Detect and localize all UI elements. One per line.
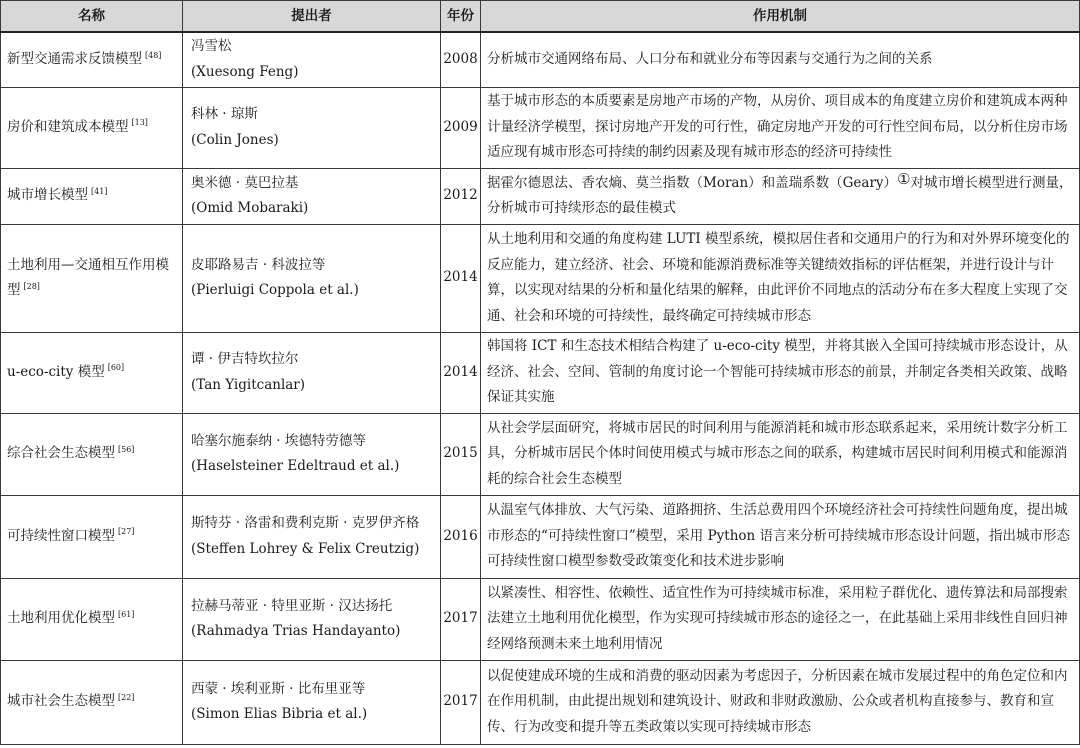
proposer-cell bbox=[183, 32, 441, 87]
proposer-cn: 奥米德 · 莫巴拉基 bbox=[191, 174, 299, 191]
model-name: 城市社会生态模型 bbox=[7, 693, 115, 710]
model-name-cell bbox=[1, 495, 183, 578]
year-cell: 2014 bbox=[441, 332, 481, 413]
proposer-cell bbox=[183, 578, 441, 660]
proposer-en: (Tan Yigitcanlar) bbox=[191, 376, 306, 393]
reference-mark: [48] bbox=[145, 50, 162, 60]
mechanism-cell: 韩国将 ICT 和生态技术相结合构建了 u-eco-city 模型，并将其嵌入全国可持续城市形态设计，从经济、社会、空间、管制的角度讨论一个智能可持续城市形态的前景，并制定各类相关政策、战略保证其实施 bbox=[481, 332, 1080, 413]
table-row bbox=[1, 224, 1080, 332]
proposer-en: (Colin Jones) bbox=[191, 131, 279, 148]
model-name: 城市增长模型 bbox=[7, 187, 88, 204]
reference-mark: [13] bbox=[131, 118, 148, 128]
mechanism-cell: 从土地利用和交通的角度构建 LUTI 模型系统，模拟居住者和交通用户的行为和对外界环境变化的反应能力，建立经济、社会、环境和能源消费标准等关键绩效指标的评估框架，并进行设计与计算，以实现对结果的分析和量化结果的解释，由此评价不同地点的活动分布在多大程度上实现了交通、社会和环境的可持续性，最终确定可持续城市形态 bbox=[481, 224, 1080, 332]
reference-mark: [61] bbox=[118, 609, 135, 619]
proposer-cn: 哈塞尔施泰纳 · 埃德特劳德等 bbox=[191, 432, 366, 449]
model-name-cell bbox=[1, 578, 183, 660]
model-name-cell bbox=[1, 32, 183, 87]
table-row bbox=[1, 413, 1080, 495]
proposer-cell bbox=[183, 495, 441, 578]
proposer-en: (Pierluigi Coppola et al.) bbox=[191, 282, 359, 298]
proposer-en: (Haselsteiner Edeltraud et al.) bbox=[191, 458, 400, 474]
reference-mark: [22] bbox=[118, 692, 135, 702]
model-name-cell bbox=[1, 413, 183, 495]
mechanism-cell: 以促使建成环境的生成和消费的驱动因素为考虑因子，分析因素在城市发展过程中的角色定位和内在作用机制，由此提出规划和建筑设计、财政和非财政激励、公众或者机构直接参与、教育和宣传、行为改变和提升等五类政策以实现可持续城市形态 bbox=[481, 660, 1080, 744]
year-cell: 2009 bbox=[441, 87, 481, 168]
reference-mark: [28] bbox=[23, 281, 40, 291]
proposer-cn: 谭 · 伊吉特坎拉尔 bbox=[191, 351, 299, 367]
reference-mark: [41] bbox=[91, 186, 108, 196]
proposer-cn: 科林 · 琼斯 bbox=[191, 106, 258, 122]
proposer-cell bbox=[183, 168, 441, 224]
proposer-cn: 皮耶路易吉 · 科波拉等 bbox=[191, 256, 326, 273]
table-row bbox=[1, 578, 1080, 660]
mechanism-cell: 从温室气体排放、大气污染、道路拥挤、生活总费用四个环境经济社会可持续性问题角度，提出城市形态的“可持续性窗口”模型，采用 Python 语言来分析可持续城市形态设计问题，指出城市形态可持续性窗口模型参数受政策变化和技术进步影响 bbox=[481, 495, 1080, 578]
proposer-en: (Xuesong Feng) bbox=[191, 63, 299, 80]
proposer-cn: 拉赫马蒂亚 · 特里亚斯 · 汉达扬托 bbox=[191, 597, 393, 614]
header-mechanism: 作用机制 bbox=[481, 1, 1080, 33]
model-name: 新型交通需求反馈模型 bbox=[7, 51, 142, 67]
proposer-cell bbox=[183, 224, 441, 332]
year-cell: 2016 bbox=[441, 495, 481, 578]
header-row bbox=[1, 1, 1080, 33]
year-cell: 2012 bbox=[441, 168, 481, 224]
table-row bbox=[1, 87, 1080, 168]
proposer-en: (Rahmadya Trias Handayanto) bbox=[191, 623, 401, 639]
model-name-cell bbox=[1, 87, 183, 168]
model-name: u-eco-city 模型 bbox=[7, 363, 105, 380]
proposer-cn: 斯特芬 · 洛雷和费利克斯 · 克罗伊齐格 bbox=[191, 515, 420, 531]
reference-mark: [60] bbox=[107, 363, 125, 373]
model-name: 可持续性窗口模型 bbox=[7, 527, 115, 544]
proposer-en: (Simon Elias Bibria et al.) bbox=[191, 706, 368, 722]
model-name-cell bbox=[1, 224, 183, 332]
header-name: 名称 bbox=[1, 1, 183, 33]
table-row bbox=[1, 332, 1080, 413]
mechanism-cell: 分析城市交通网络布局、人口分布和就业分布等因素与交通行为之间的关系 bbox=[481, 32, 1080, 87]
mechanism-text-b: 对城市增长模型进行测量，分析城市可持续形态的最佳模式 bbox=[487, 174, 1073, 216]
model-name-cell bbox=[1, 332, 183, 413]
mechanism-cell: 以紧凑性、相容性、依赖性、适宜性作为可持续城市标准，采用粒子群优化、遗传算法和局部搜索法建立土地利用优化模型，作为实现可持续城市形态的途径之一，在此基础上采用非线性自回归神经网络预测未来土地利用情况 bbox=[481, 578, 1080, 660]
mechanism-cell: 从社会学层面研究，将城市居民的时间利用与能源消耗和城市形态联系起来，采用统计数字分析工具，分析城市居民个体时间使用模式与城市形态之间的联系，构建城市居民时间利用模式和能源消耗的综合社会生态模型 bbox=[481, 413, 1080, 495]
table-row bbox=[1, 660, 1080, 744]
proposer-cn: 西蒙 · 埃利亚斯 · 比布里亚等 bbox=[191, 680, 366, 697]
proposer-cell bbox=[183, 413, 441, 495]
header-proposer: 提出者 bbox=[183, 1, 441, 33]
model-name-cell bbox=[1, 660, 183, 744]
year-cell: 2008 bbox=[441, 32, 481, 87]
proposer-cn: 冯雪松 bbox=[191, 38, 232, 55]
model-name: 综合社会生态模型 bbox=[7, 445, 115, 462]
table-row bbox=[1, 32, 1080, 87]
year-cell: 2014 bbox=[441, 224, 481, 332]
proposer-en: (Omid Mobaraki) bbox=[191, 200, 309, 216]
proposer-cell bbox=[183, 87, 441, 168]
year-cell: 2017 bbox=[441, 578, 481, 660]
mechanism-cell bbox=[481, 168, 1080, 224]
model-name: 房价和建筑成本模型 bbox=[7, 118, 129, 135]
table-row bbox=[1, 495, 1080, 578]
proposer-en: (Steffen Lohrey & Felix Creutzig) bbox=[191, 540, 420, 557]
year-cell: 2015 bbox=[441, 413, 481, 495]
header-year: 年份 bbox=[441, 1, 481, 33]
footnote-marker: ① bbox=[897, 169, 911, 188]
model-name-cell bbox=[1, 168, 183, 224]
model-name: 土地利用—交通相互作用模型 bbox=[7, 256, 169, 298]
proposer-cell bbox=[183, 332, 441, 413]
table-row bbox=[1, 168, 1080, 224]
model-name: 土地利用优化模型 bbox=[7, 610, 115, 627]
reference-mark: [56] bbox=[118, 444, 135, 454]
year-cell: 2017 bbox=[441, 660, 481, 744]
reference-mark: [27] bbox=[118, 527, 135, 537]
mechanism-cell: 基于城市形态的本质要素是房地产市场的产物，从房价、项目成本的角度建立房价和建筑成本两种计量经济学模型，探讨房地产开发的可行性，确定房地产开发的可行性空间布局，以分析住房市场适应现有城市形态可持续的制约因素及现有城市形态的经济可持续性 bbox=[481, 87, 1080, 168]
mechanism-text-a: 据霍尔德恩法、香农熵、莫兰指数（Moran）和盖瑞系数（Geary） bbox=[487, 174, 898, 191]
proposer-cell bbox=[183, 660, 441, 744]
